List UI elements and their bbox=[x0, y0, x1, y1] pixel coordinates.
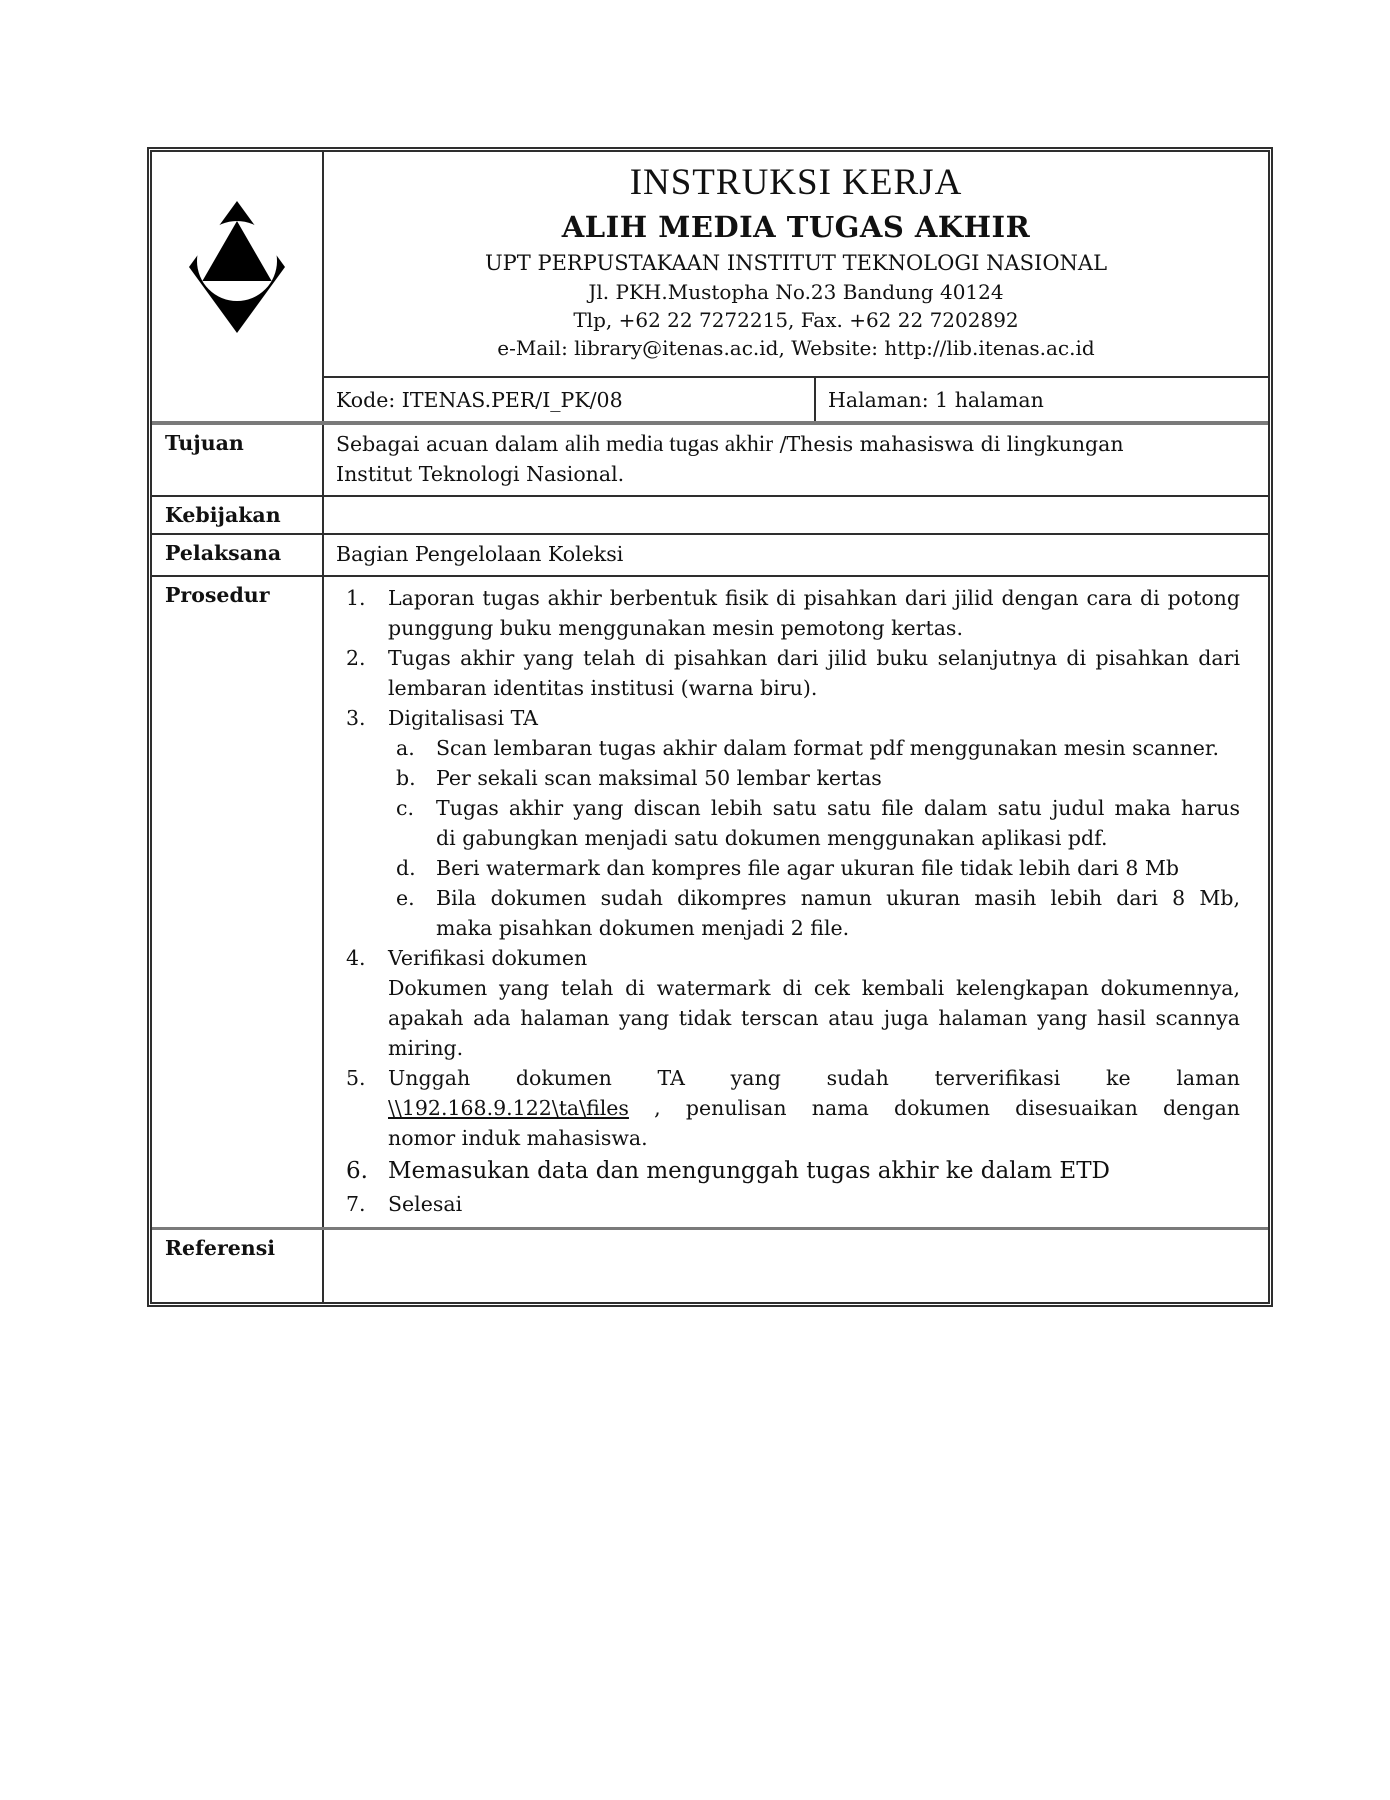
tujuan-label: Tujuan bbox=[152, 425, 324, 495]
step-text bbox=[388, 643, 1240, 703]
procedure-step-2 bbox=[346, 643, 1240, 703]
step-line: Per sekali scan maksimal 50 lembar kertas bbox=[436, 766, 882, 790]
kode-cell: Kode: ITENAS.PER/I_PK/08 bbox=[324, 378, 816, 421]
referensi-label: Referensi bbox=[152, 1230, 324, 1302]
procedure-step-5 bbox=[346, 1063, 1240, 1153]
referensi-row bbox=[152, 1230, 1268, 1302]
step-line: Laporan tugas akhir berbentuk fisik di pisahkan dari jilid dengan cara di potong bbox=[388, 586, 1240, 610]
kebijakan-text bbox=[324, 497, 1268, 533]
procedure-substep-d bbox=[396, 853, 1240, 883]
substep-text bbox=[436, 853, 1240, 883]
step-line: Bila dokumen sudah dikompres namun ukuran masih lebih dari 8 Mb, bbox=[436, 886, 1240, 910]
step-line: nomor induk mahasiswa. bbox=[388, 1126, 648, 1150]
procedure-step-4 bbox=[346, 943, 1240, 1063]
substep-letter: b. bbox=[396, 766, 416, 790]
step-number: 2. bbox=[346, 646, 366, 670]
org-logo-icon bbox=[187, 199, 287, 335]
tujuan-text-line2: Institut Teknologi Nasional. bbox=[336, 462, 625, 486]
logo-cell bbox=[152, 152, 324, 421]
substep-text bbox=[436, 883, 1240, 943]
procedure-step-1 bbox=[346, 583, 1240, 643]
procedure-step-3 bbox=[346, 703, 1240, 943]
prosedur-steps bbox=[324, 577, 1268, 1227]
step-line: Tugas akhir yang discan lebih satu satu file dalam satu judul maka harus bbox=[436, 796, 1240, 820]
step-number: 5. bbox=[346, 1066, 366, 1090]
kebijakan-label: Kebijakan bbox=[152, 497, 324, 533]
kebijakan-row bbox=[152, 497, 1268, 535]
step-text bbox=[388, 1063, 1240, 1153]
referensi-text bbox=[324, 1230, 1268, 1302]
procedure-substep-c bbox=[396, 793, 1240, 853]
step-line: Tugas akhir yang telah di pisahkan dari jilid buku selanjutnya di pisahkan dari bbox=[388, 646, 1240, 670]
step-text bbox=[388, 703, 1240, 943]
header-section bbox=[152, 152, 1268, 425]
header-right bbox=[324, 152, 1268, 421]
substep-text bbox=[436, 763, 1240, 793]
org-name: UPT PERPUSTAKAAN INSTITUT TEKNOLOGI NASIONAL bbox=[484, 251, 1108, 275]
substep-text bbox=[436, 733, 1240, 763]
tujuan-row bbox=[152, 425, 1268, 497]
step-line: Scan lembaran tugas akhir dalam format pdf menggunakan mesin scanner. bbox=[436, 736, 1219, 760]
tujuan-text bbox=[324, 425, 1268, 495]
procedure-substep-b bbox=[396, 763, 1240, 793]
substep-text bbox=[436, 793, 1240, 853]
step-line bbox=[388, 1093, 1240, 1123]
substep-letter: a. bbox=[396, 736, 415, 760]
doc-type-heading: INSTRUKSI KERJA bbox=[629, 162, 963, 203]
step-number: 6. bbox=[346, 1158, 368, 1184]
tujuan-text-prefix: Sebagai acuan dalam bbox=[336, 432, 565, 456]
pelaksana-label: Pelaksana bbox=[152, 535, 324, 575]
pelaksana-text: Bagian Pengelolaan Koleksi bbox=[336, 542, 624, 566]
step-number: 1. bbox=[346, 586, 366, 610]
network-path-link[interactable]: \\192.168.9.122\ta\files bbox=[388, 1096, 629, 1120]
step-line: di gabungkan menjadi satu dokumen menggunakan aplikasi pdf. bbox=[436, 826, 1108, 850]
header-text-block bbox=[324, 152, 1268, 378]
substep-letter: d. bbox=[396, 856, 416, 880]
prosedur-label: Prosedur bbox=[152, 577, 324, 1227]
step-number: 3. bbox=[346, 706, 366, 730]
step-text bbox=[388, 943, 1240, 1063]
procedure-substep-e bbox=[396, 883, 1240, 943]
pelaksana-row bbox=[152, 535, 1268, 577]
step-text bbox=[388, 1153, 1240, 1189]
procedure-step-6 bbox=[346, 1153, 1240, 1189]
substep-letter: c. bbox=[396, 796, 414, 820]
step-number: 4. bbox=[346, 946, 366, 970]
step-line: Beri watermark dan kompres file agar ukuran file tidak lebih dari 8 Mb bbox=[436, 856, 1180, 880]
tujuan-text-emphasis: alih media tugas akhir bbox=[564, 431, 774, 457]
prosedur-row bbox=[152, 577, 1268, 1230]
step-line: Unggah dokumen TA yang sudah terverifikasi ke laman bbox=[388, 1066, 1240, 1090]
step-line: apakah ada halaman yang tidak terscan atau juga halaman yang hasil scannya bbox=[388, 1006, 1240, 1030]
halaman-cell: Halaman: 1 halaman bbox=[828, 387, 1044, 412]
step-line: maka pisahkan dokumen menjadi 2 file. bbox=[436, 916, 850, 940]
step-line: Dokumen yang telah di watermark di cek kembali kelengkapan dokumennya, bbox=[388, 976, 1240, 1000]
step-text bbox=[388, 583, 1240, 643]
step-line-continuation: , penulisan nama dokumen disesuaikan dengan bbox=[628, 1096, 1240, 1120]
instruction-table bbox=[147, 147, 1273, 1307]
step-line: punggung buku menggunakan mesin pemotong kertas. bbox=[388, 616, 963, 640]
tujuan-text-suffix: /Thesis mahasiswa di lingkungan bbox=[773, 432, 1124, 456]
step-line: Digitalisasi TA bbox=[388, 706, 538, 730]
step-line: Verifikasi dokumen bbox=[388, 946, 588, 970]
step-line: lembaran identitas institusi (warna biru). bbox=[388, 676, 818, 700]
document-title: ALIH MEDIA TUGAS AKHIR bbox=[561, 210, 1031, 244]
org-phone-fax: Tlp, +62 22 7272215, Fax. +62 22 7202892 bbox=[573, 308, 1019, 332]
code-row bbox=[324, 378, 1268, 421]
step-text bbox=[388, 1189, 1240, 1219]
org-address: Jl. PKH.Mustopha No.23 Bandung 40124 bbox=[588, 280, 1004, 304]
step-line: Selesai bbox=[388, 1192, 463, 1216]
procedure-substep-a bbox=[396, 733, 1240, 763]
org-email-website: e-Mail: library@itenas.ac.id, Website: http://lib.itenas.ac.id bbox=[497, 336, 1095, 360]
procedure-step-7 bbox=[346, 1189, 1240, 1219]
step-line: miring. bbox=[388, 1036, 464, 1060]
substep-letter: e. bbox=[396, 886, 415, 910]
step-line: Memasukan data dan mengunggah tugas akhir ke dalam ETD bbox=[388, 1158, 1110, 1184]
step-number: 7. bbox=[346, 1192, 366, 1216]
